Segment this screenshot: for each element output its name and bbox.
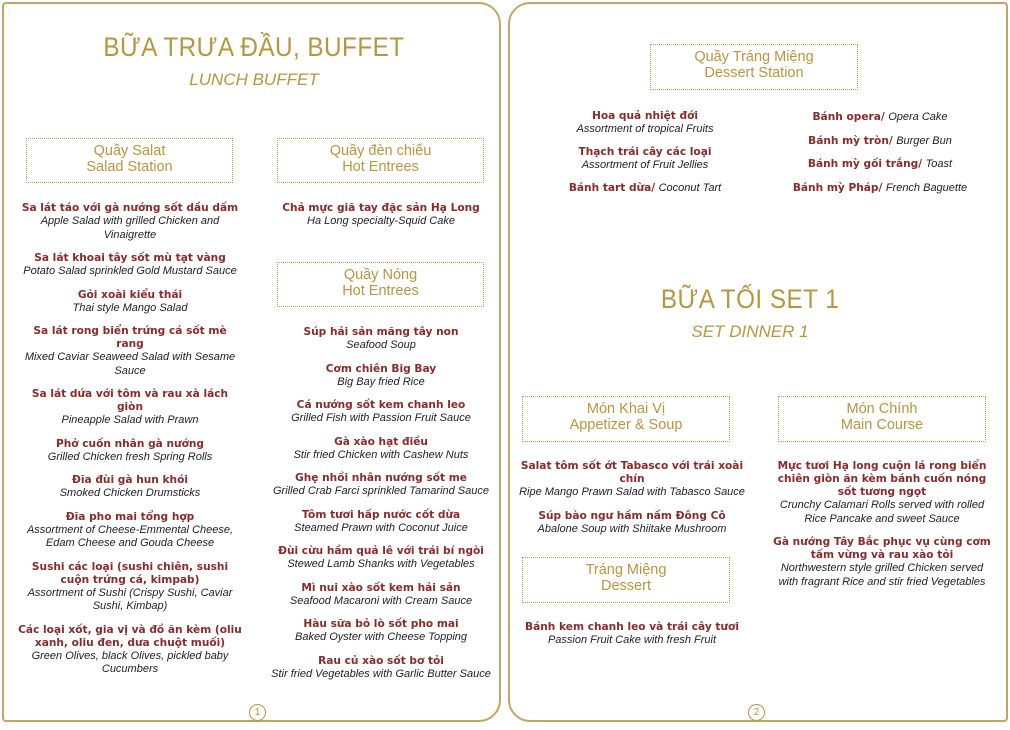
appetizer-list	[516, 460, 748, 546]
station-name-en: Dessert Station	[704, 65, 804, 81]
dinner-subtitle: SET DINNER 1	[691, 322, 809, 341]
menu-item: Hàu sữa bỏ lò sốt pho mai Baked Oyster with Cheese Topping	[294, 618, 468, 643]
menu-item: Đùi cừu hầm quả lê với trái bí ngòi Stewed Lamb Shanks with Vegetables	[278, 545, 484, 570]
menu-item: Gà xào hạt điều Stir fried Chicken with Cashew Nuts	[293, 435, 469, 461]
menu-item: Sushi các loại (sushi chiên, sushi cuộn trứng cá, kimpab) Assortment of Sushi (Crispy Sushi, Caviar Sushi, Kimbap)	[27, 560, 233, 612]
dinner-title: BỮA TỐI SET 1	[660, 284, 840, 314]
station-name-en: Appetizer & Soup	[569, 417, 683, 433]
menu-item: Bánh mỳ tròn/ Burger Bun	[808, 134, 952, 147]
lunch-subtitle: LUNCH BUFFET	[189, 70, 319, 89]
menu-item: Sa lát dứa với tôm và rau xà lách giòn Pineapple Salad with Prawn	[31, 388, 229, 426]
menu-item: Sa lát táo với gà nướng sốt dầu dấm Apple Salad with grilled Chicken and Vinaigrette	[21, 202, 239, 241]
hot-entrees-header	[277, 262, 484, 307]
main-course-list	[770, 460, 994, 599]
station-name-en: Salad Station	[86, 159, 173, 175]
menu-item: Phở cuốn nhân gà nướng Grilled Chicken fresh Spring Rolls	[47, 437, 213, 463]
hot-station-list	[266, 202, 496, 239]
station-name-vn: Tráng Miệng	[585, 562, 667, 578]
lunch-title: BỮA TRƯA ĐẦU, BUFFET	[103, 32, 405, 62]
menu-item: Mì nui xào sốt kem hải sản Seafood Macaroni with Cream Sauce	[289, 581, 473, 607]
menu-item: Cá nướng sốt kem chanh leo Grilled Fish with Passion Fruit Sauce	[291, 399, 471, 424]
dessert-header	[522, 557, 730, 603]
station-name-en: Dessert	[601, 578, 651, 594]
menu-item: Súp bào ngư hầm nấm Đông Cô Abalone Soup with Shiitake Mushroom	[537, 509, 727, 535]
menu-item: Salat tôm sốt ớt Tabasco với trái xoài chín Ripe Mango Prawn Salad with Tabasco Sauce	[519, 460, 745, 498]
page-number: 1	[249, 704, 266, 721]
menu-item: Mực tươi Hạ long cuộn lá rong biển chiên giòn ăn kèm bánh cuốn nóng sốt tương ngọt Crunchy Calamari Rolls served with rolled Rice Pancake and sweet Sauce	[777, 460, 987, 525]
menu-item: Cơm chiên Big Bay Big Bay fried Rice	[325, 362, 437, 388]
menu-item: Sa lát khoai tây sốt mù tạt vàng Potato Salad sprinkled Gold Mustard Sauce	[23, 252, 237, 277]
menu-item: Ghẹ nhồi nhân nướng sốt me Grilled Crab Farci sprinkled Tamarind Sauce	[272, 472, 489, 497]
lunch-page	[2, 2, 501, 722]
station-name-vn: Quầy Nóng	[343, 267, 418, 283]
main-course-header	[778, 396, 986, 442]
menu-item: Gà nướng Tây Bắc phục vụ cùng cơm tấm vừng và rau xào tỏi Northwestern style grilled Chicken served with fragrant Rice and stir fried Vegetables	[773, 536, 991, 588]
menu-item: Chả mực giã tay đặc sản Hạ Long Ha Long specialty-Squid Cake	[282, 202, 480, 227]
menu-item: Thạch trái cây các loại Assortment of Fruit Jellies	[578, 145, 712, 171]
menu-item: Súp hải sản măng tây non Seafood Soup	[303, 326, 459, 351]
station-name-en: Hot Entrees	[342, 159, 419, 175]
menu-item: Đĩa đùi gà hun khói Smoked Chicken Drumsticks	[59, 474, 201, 499]
station-name-vn: Món Chính	[846, 401, 918, 417]
dessert-station-right-list	[765, 110, 995, 204]
salad-station-list	[18, 202, 242, 687]
menu-item: Bánh kem chanh leo và trái cây tươi Passion Fruit Cake with fresh Fruit	[525, 621, 739, 646]
menu-item: Hoa quả nhiệt đới Assortment of tropical Fruits	[576, 110, 714, 135]
hot-entrees-list	[266, 326, 496, 691]
hot-station-header	[277, 138, 484, 183]
menu-item: Các loại xốt, gia vị và đồ ăn kèm (oliu xanh, oliu đen, dưa chuột muối) Green Olives, black Olives, pickled baby Cucumbers	[18, 623, 242, 675]
menu-item: Gỏi xoài kiểu thái Thai style Mango Salad	[72, 288, 188, 314]
menu-item: Đĩa pho mai tổng hợp Assortment of Cheese-Emmental Cheese, Edam Cheese and Gouda Cheese	[26, 510, 234, 549]
menu-item: Rau củ xào sốt bơ tỏi Stir fried Vegetables with Garlic Butter Sauce	[271, 654, 491, 680]
menu-item: Tôm tươi hấp nước cốt dừa Steamed Prawn with Coconut Juice	[294, 508, 468, 534]
page-number: 2	[748, 704, 765, 721]
station-name-vn: Quầy đèn chiếu	[329, 143, 432, 159]
station-name-vn: Món Khai Vị	[586, 401, 666, 417]
appetizer-header	[522, 396, 730, 442]
station-name-vn: Quầy Salat	[93, 143, 166, 159]
dessert-station-header	[650, 44, 858, 90]
menu-item: Sa lát rong biển trứng cá sốt mè rang Mixed Caviar Seaweed Salad with Sesame Sauce	[24, 325, 236, 377]
station-name-en: Main Course	[840, 417, 924, 433]
dinner-page	[508, 2, 1008, 722]
dessert-list	[516, 621, 748, 658]
menu-item: Bánh opera/ Opera Cake	[812, 111, 948, 123]
station-name-en: Hot Entrees	[342, 283, 419, 299]
salad-station-header	[26, 138, 233, 183]
station-name-vn: Quầy Tráng Miệng	[694, 49, 814, 65]
menu-item: Bánh tart dừa/ Coconut Tart	[568, 182, 722, 194]
menu-item: Bánh mỳ gối trắng/ Toast	[807, 158, 953, 170]
dessert-station-left-list	[530, 110, 760, 205]
menu-item: Bánh mỳ Pháp/ French Baguette	[792, 181, 968, 194]
